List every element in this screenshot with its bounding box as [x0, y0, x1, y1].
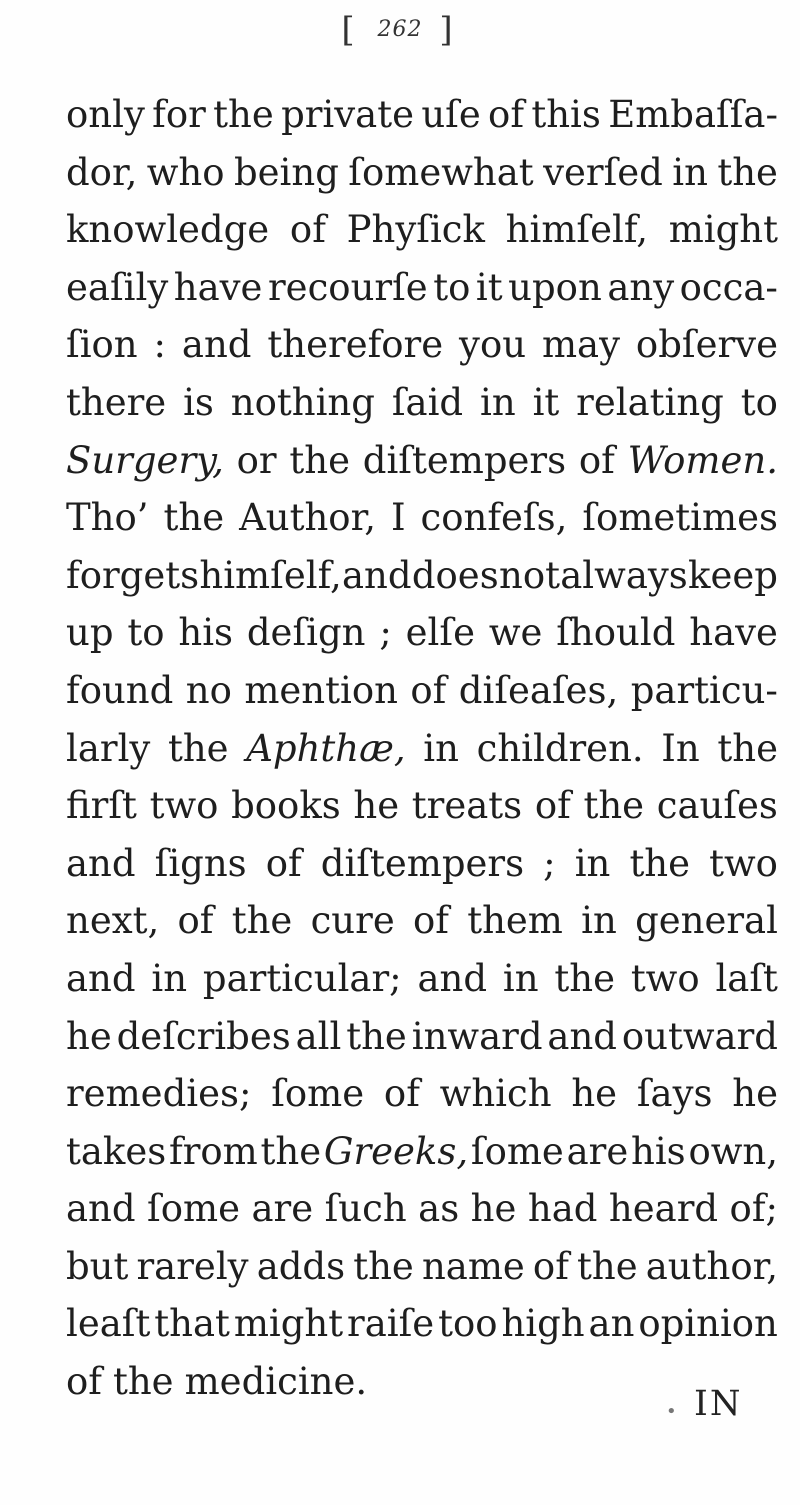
word: ;: [379, 611, 392, 655]
word: of: [265, 841, 302, 885]
text-line: [66, 259, 778, 317]
word: there: [66, 380, 167, 424]
word: of: [532, 1244, 569, 1288]
word: but: [66, 1244, 129, 1288]
word: always: [560, 553, 688, 597]
word: Author,: [239, 496, 376, 540]
word: In: [661, 726, 700, 770]
catchword: IN: [694, 1384, 743, 1424]
word: rarely: [136, 1244, 249, 1288]
word: ſion: [66, 323, 138, 367]
word: of: [410, 668, 447, 712]
word: his: [631, 1129, 686, 1173]
word: treats: [411, 784, 523, 828]
word: and: [66, 841, 136, 885]
word: too: [438, 1302, 498, 1346]
word: particu-: [630, 668, 778, 712]
text-line: [66, 1123, 778, 1181]
word: larly: [66, 726, 151, 770]
text-line: [66, 777, 778, 835]
word: leaſt: [66, 1302, 151, 1346]
text-line: [66, 720, 778, 778]
word: the: [163, 496, 225, 540]
text-line: [66, 547, 778, 605]
word: books: [231, 784, 341, 828]
word: medicine.: [184, 1360, 368, 1404]
page-number-open-bracket: [: [341, 10, 361, 50]
word: of: [412, 899, 449, 943]
word: and: [547, 1014, 617, 1058]
word: ſaid: [391, 380, 464, 424]
word: opinion: [638, 1302, 778, 1346]
word: have: [173, 265, 263, 309]
word: heard: [608, 1187, 719, 1231]
word: this: [531, 93, 601, 136]
word: upon: [508, 265, 602, 309]
word: from: [169, 1129, 258, 1173]
word: general: [635, 899, 778, 943]
word: ſome: [271, 1072, 365, 1116]
word: is: [183, 380, 214, 424]
word: of: [66, 1360, 102, 1404]
word: in: [581, 899, 617, 943]
word: only: [66, 93, 145, 136]
word: that: [154, 1302, 230, 1346]
word: them: [467, 899, 563, 943]
word: being: [233, 150, 339, 194]
word: deſcribes: [116, 1014, 291, 1058]
word: two: [149, 784, 219, 828]
word: elſe: [405, 611, 475, 655]
word: in: [672, 150, 708, 194]
word: Surgery,: [66, 438, 224, 482]
word: of: [578, 438, 615, 482]
word: we: [488, 611, 543, 655]
word: author,: [645, 1244, 778, 1288]
word: I: [390, 496, 406, 540]
word: it: [475, 265, 503, 309]
word: of;: [729, 1187, 778, 1231]
word: he: [66, 1014, 112, 1058]
text-line: [66, 1065, 778, 1123]
word: remedies;: [66, 1072, 252, 1116]
word: forgets: [66, 553, 200, 597]
word: and: [181, 323, 252, 367]
text-line: [66, 432, 778, 490]
word: ſhould: [556, 611, 676, 655]
text-line: [66, 662, 778, 720]
word: ſuch: [324, 1187, 407, 1231]
word: ſigns: [154, 841, 247, 885]
word: which: [439, 1072, 552, 1116]
word: in: [502, 956, 539, 1000]
word: private: [281, 93, 414, 136]
word: are: [566, 1129, 629, 1173]
word: children.: [476, 726, 644, 770]
page-number: [0, 10, 800, 50]
word: up: [66, 611, 114, 655]
word: who: [146, 150, 225, 194]
word: no: [185, 668, 232, 712]
word: own,: [688, 1129, 778, 1173]
word: may: [541, 323, 621, 367]
word: ;: [543, 841, 556, 885]
word: in: [574, 841, 611, 885]
word: outward: [621, 1014, 778, 1058]
word: takes: [66, 1129, 167, 1173]
word: to: [740, 380, 778, 424]
word: ſome: [470, 1129, 564, 1173]
word: adds: [256, 1244, 346, 1288]
word: eaſily: [66, 265, 169, 309]
text-line: [66, 374, 778, 432]
text-line: [66, 1295, 778, 1353]
word: and: [66, 956, 136, 1000]
page-number-close-bracket: ]: [439, 10, 459, 50]
word: :: [153, 323, 167, 367]
word: the: [112, 1360, 174, 1404]
word: cure: [310, 899, 395, 943]
word: the: [583, 784, 645, 828]
word: next,: [66, 899, 160, 943]
word: laſt: [715, 956, 778, 1000]
word: diſtempers: [362, 438, 567, 482]
word: mention: [244, 668, 398, 712]
word: recourſe: [268, 265, 428, 309]
word: the: [167, 726, 229, 770]
page-number-value: 262: [377, 17, 423, 42]
word: high: [501, 1302, 585, 1346]
word: it: [532, 380, 560, 424]
word: ſometimes: [582, 496, 778, 540]
text-line: [66, 604, 778, 662]
word: are: [251, 1187, 314, 1231]
page-speck-mark: •: [666, 1401, 677, 1422]
word: obſerve: [635, 323, 778, 367]
text-line: [66, 201, 778, 259]
word: ſomewhat: [348, 150, 534, 194]
word: firſt: [66, 784, 137, 828]
word: name: [421, 1244, 525, 1288]
word: he: [732, 1072, 778, 1116]
word: verſed: [543, 150, 663, 194]
word: knowledge: [66, 208, 270, 252]
word: therefore: [267, 323, 444, 367]
word: the: [231, 899, 293, 943]
word: the: [577, 1244, 638, 1288]
word: occa-: [679, 265, 778, 309]
word: or: [236, 438, 277, 482]
word: to: [127, 611, 165, 655]
text-line: [66, 835, 778, 893]
word: the: [353, 1244, 414, 1288]
word: himſelf,: [505, 208, 648, 252]
word: Greeks,: [323, 1129, 469, 1173]
word: the: [554, 956, 615, 1000]
word: might: [233, 1302, 344, 1346]
word: the: [213, 93, 274, 136]
word: ſome: [147, 1187, 240, 1231]
word: as: [418, 1187, 460, 1231]
text-line: [66, 144, 778, 202]
body-text: [66, 86, 778, 1411]
word: relating: [576, 380, 724, 424]
word: and: [66, 1187, 136, 1231]
word: two: [709, 841, 778, 885]
text-line: [66, 1008, 778, 1066]
word: in: [151, 956, 188, 1000]
word: in: [480, 380, 516, 424]
word: and: [417, 956, 488, 1000]
word: inward: [411, 1014, 543, 1058]
word: his: [178, 611, 234, 655]
text-line: [66, 489, 778, 547]
word: of: [383, 1072, 420, 1116]
text-line: [66, 1180, 778, 1238]
text-line: [66, 316, 778, 374]
text-line: [66, 1238, 778, 1296]
word: of: [177, 899, 214, 943]
word: nothing: [230, 380, 375, 424]
text-line: [66, 86, 778, 144]
word: the: [346, 1014, 407, 1058]
word: the: [717, 726, 778, 770]
word: raiſe: [347, 1302, 435, 1346]
text-line: [66, 950, 778, 1008]
word: of: [488, 93, 525, 136]
word: deſign: [246, 611, 366, 655]
word: in: [423, 726, 459, 770]
word: Tho’: [66, 496, 149, 540]
word: dor,: [66, 150, 138, 194]
word: all: [295, 1014, 342, 1058]
word: Phyſick: [346, 208, 485, 252]
word: himſelf,: [199, 553, 342, 597]
word: not: [498, 553, 560, 597]
word: diſtempers: [320, 841, 525, 885]
word: of: [534, 784, 571, 828]
word: two: [630, 956, 700, 1000]
word: confeſs,: [420, 496, 568, 540]
word: keep: [688, 553, 778, 597]
word: the: [629, 841, 691, 885]
word: any: [607, 265, 675, 309]
word: found: [66, 668, 174, 712]
word: particular;: [202, 956, 402, 1000]
word: he: [353, 784, 400, 828]
word: to: [433, 265, 471, 309]
word: the: [289, 438, 350, 482]
word: and: [341, 553, 412, 597]
word: the: [260, 1129, 322, 1173]
word: he: [470, 1187, 517, 1231]
word: Aphthæ,: [246, 726, 406, 770]
word: ſays: [636, 1072, 713, 1116]
word: have: [689, 611, 778, 655]
word: Women.: [627, 438, 778, 482]
word: Embaſſa-: [608, 93, 778, 136]
word: the: [717, 150, 778, 194]
word: you: [459, 323, 527, 367]
text-line: [66, 892, 778, 950]
word: of: [289, 208, 326, 252]
word: cauſes: [656, 784, 778, 828]
word: an: [588, 1302, 635, 1346]
word: diſeaſes,: [458, 668, 619, 712]
word: for: [152, 93, 206, 136]
word: had: [527, 1187, 598, 1231]
word: uſe: [421, 93, 481, 136]
word: does: [411, 553, 499, 597]
word: might: [668, 208, 778, 252]
word: he: [571, 1072, 618, 1116]
